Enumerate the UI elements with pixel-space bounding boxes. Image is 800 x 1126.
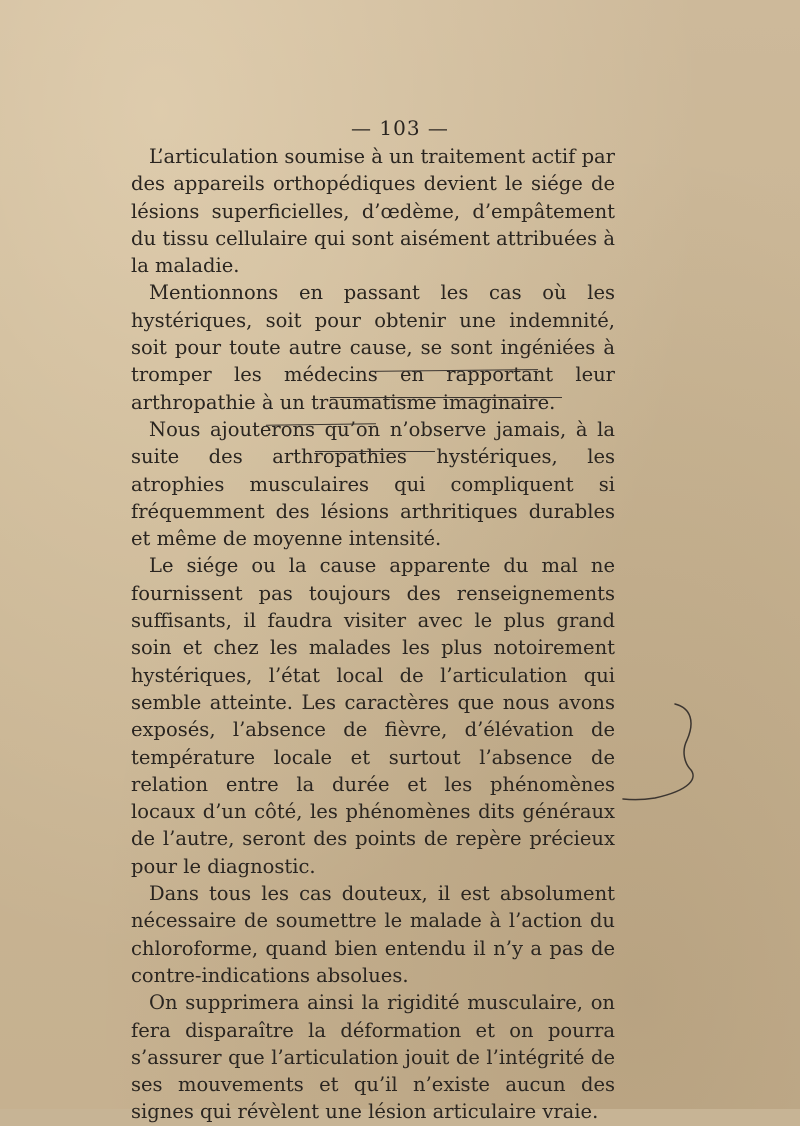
page-number: — 103 —: [351, 116, 449, 140]
pencil-underline-mark: [315, 451, 435, 452]
paragraph-4: Le siége ou la cause apparente du mal ne fournissent pas toujours des renseignements suffisants, il faudra visiter avec le plus grand soin et chez les malades les plus notoirement hystériques, l’état local de l’articulation qui semble atteinte. Les caractères que nous avons exposés, l’absence de fièvre, d’élévation de température locale et surtout l’absence de relation entre la durée et les phénomènes locaux d’un côté, les phénomènes dits généraux de l’autre, seront des points de repère précieux pour le diagnostic.: [131, 554, 615, 878]
margin-bracket-mark: [615, 700, 705, 805]
pencil-underline-mark: [330, 397, 562, 398]
paragraph-2: Mentionnons en passant les cas où les hystériques, soit pour obtenir une indemnité, soit pour toute autre cause, se sont ingéniées à tromper les médecins en rapportant leur arthropathie à un traumatisme imaginaire.: [131, 281, 615, 414]
body-text: [131, 143, 615, 1126]
paragraph-6: On supprimera ainsi la rigidité musculaire, on fera disparaître la déformation et on pourra s’assurer que l’articulation jouit de l’intégrité de ses mouvements et qu’il n’existe aucun des signes qui révèlent une lésion articulaire vraie.: [131, 991, 615, 1124]
paragraph-3: Nous ajouterons qu’on n’observe jamais, à la suite des arthropathies hystériques, les atrophies musculaires qui compliquent si fréquemment des lésions arthritiques durables et même de moyenne intensité.: [131, 417, 615, 551]
paragraph-5: Dans tous les cas douteux, il est absolument nécessaire de soumettre le malade à l’action du chloroforme, quand bien entendu il n’y a pas de contre-indications absolues.: [131, 882, 615, 987]
paragraph-1: L’articulation soumise à un traitement actif par des appareils orthopédiques devient le siége de lésions superficielles, d’œdème, d’empâtement du tissu cellulaire qui sont aisément attribuées à la maladie.: [131, 145, 615, 278]
